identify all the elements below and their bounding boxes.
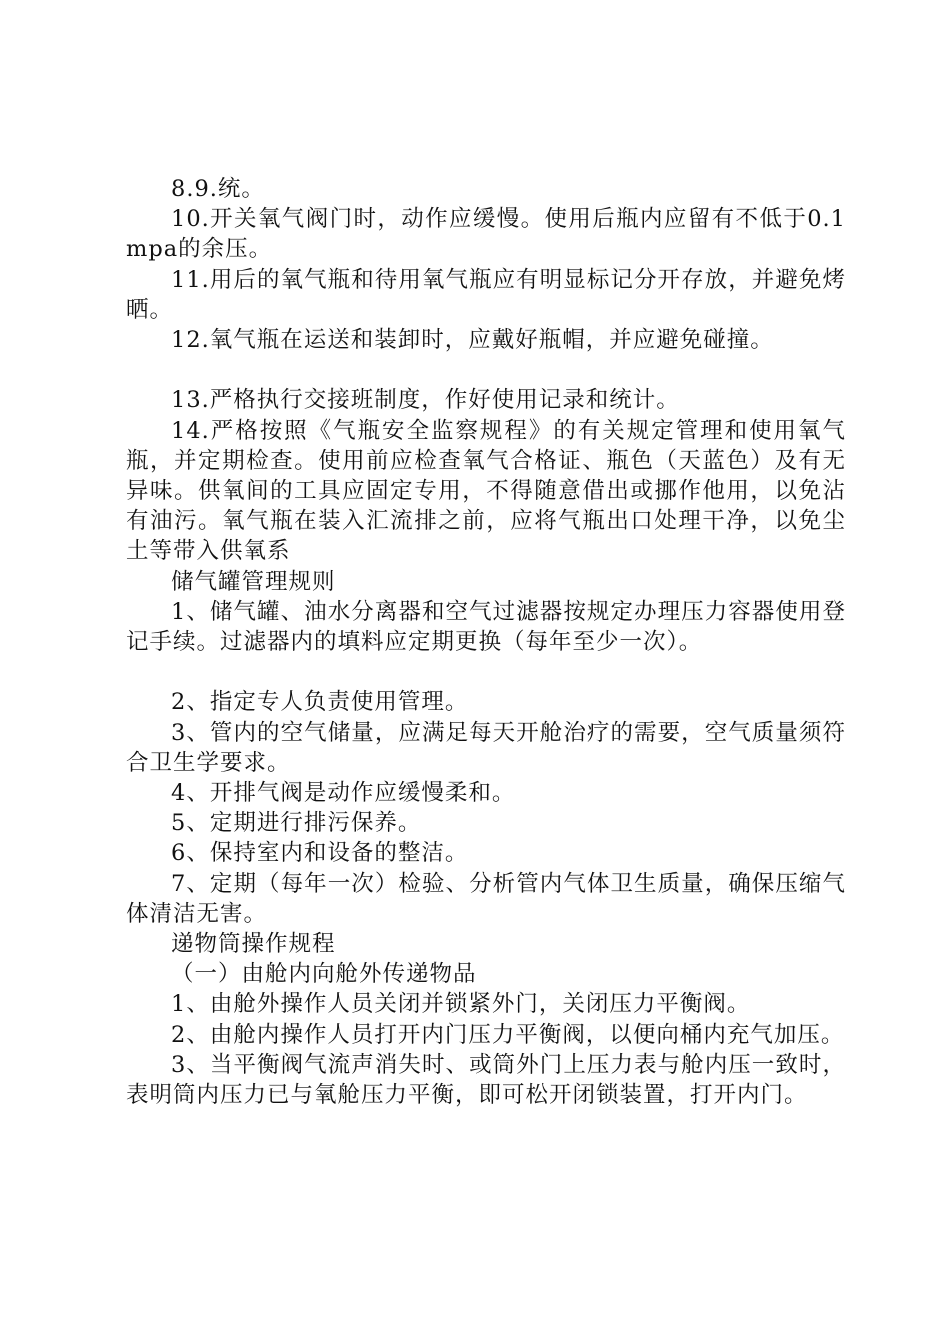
section-heading-transfer-tube: 递物筒操作规程	[171, 931, 336, 958]
gas-tank-item-3: 3、管内的空气储量，应满足每天开舱治疗的需要，空气质量须符合卫生学要求。	[126, 719, 846, 776]
paragraph-8-9: 8.9.统。	[171, 176, 265, 202]
document-body	[126, 174, 846, 1110]
gas-tank-item-6: 6、保持室内和设备的整洁。	[171, 840, 469, 867]
paragraph-10: 10.开关氧气阀门时，动作应缓慢。使用后瓶内应留有不低于0.1mpa的余压。	[126, 206, 846, 263]
gas-tank-item-1: 1、储气罐、油水分离器和空气过滤器按规定办理压力容器使用登记手续。过滤器内的填料应定期更换（每年至少一次）。	[126, 598, 846, 656]
blank-line	[126, 657, 846, 687]
paragraph-11: 11.用后的氧气瓶和待用氧气瓶应有明显标记分开存放，并避免烤晒。	[126, 266, 846, 323]
transfer-step-3: 3、当平衡阀气流声消失时、或筒外门上压力表与舱内压一致时，表明筒内压力已与氧舱压力平衡，即可松开闭锁装置，打开内门。	[126, 1051, 846, 1109]
gas-tank-item-4: 4、开排气阀是动作应缓慢柔和。	[171, 780, 516, 807]
gas-tank-item-2: 2、指定专人负责使用管理。	[171, 689, 469, 716]
paragraph-13: 13.严格执行交接班制度，作好使用记录和统计。	[171, 387, 680, 414]
gas-tank-item-7: 7、定期（每年一次）检验、分析管内气体卫生质量，确保压缩气体清洁无害。	[126, 870, 846, 927]
paragraph-14: 14.严格按照《气瓶安全监察规程》的有关规定管理和使用氧气瓶，并定期检查。使用前应检查氧气合格证、瓶色（天蓝色）及有无异味。供氧间的工具应固定专用，不得随意借出或挪作他用，以免沾有油污。氧气瓶在装入汇流排之前，应将气瓶出口处理干净，以免尘土等带入供氧系	[126, 417, 846, 565]
paragraph-12: 12.氧气瓶在运送和装卸时，应戴好瓶帽，并应避免碰撞。	[171, 327, 774, 354]
gas-tank-item-5: 5、定期进行排污保养。	[171, 810, 422, 837]
transfer-step-2: 2、由舱内操作人员打开内门压力平衡阀，以便向桶内充气加压。	[171, 1021, 845, 1048]
blank-line	[126, 355, 846, 385]
section-heading-gas-tank: 储气罐管理规则	[171, 568, 336, 595]
transfer-step-1: 1、由舱外操作人员关闭并锁紧外门，关闭压力平衡阀。	[171, 991, 751, 1018]
subsection-heading-inside-to-outside: （一）由舱内向舱外传递物品	[171, 961, 477, 988]
